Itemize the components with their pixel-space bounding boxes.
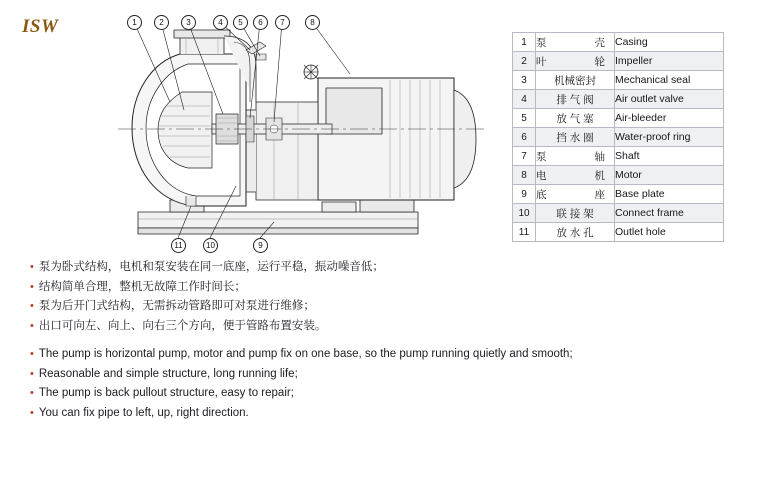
legend-name-cn: 机械密封 [536,71,615,90]
note-item [30,317,740,337]
callout-5: 5 [233,15,248,30]
legend-name-cn: 挡 水 圈 [536,128,615,147]
legend-number: 2 [513,52,536,71]
legend-number: 10 [513,204,536,223]
legend-number: 11 [513,223,536,242]
legend-number: 9 [513,185,536,204]
legend-number: 7 [513,147,536,166]
bullet-icon: • [30,319,34,332]
note-item [30,384,740,404]
note-item [30,345,740,365]
table-row [513,109,724,128]
callout-9: 9 [253,238,268,253]
callout-8: 8 [305,15,320,30]
legend-name-cn: 排 气 阀 [536,90,615,109]
legend-name-cn: 放 水 孔 [536,223,615,242]
legend-name-en: Air outlet valve [615,90,724,109]
legend-name-en: Mechanical seal [615,71,724,90]
legend-number: 4 [513,90,536,109]
legend-name-cn: 底 座 [536,185,615,204]
note-text: Reasonable and simple structure, long running life; [38,367,298,380]
legend-name-en: Shaft [615,147,724,166]
legend-number: 5 [513,109,536,128]
legend-number: 8 [513,166,536,185]
note-item [30,278,740,298]
note-text: 出口可向左、向上、向右三个方向，便于管路布置安装。 [38,319,327,332]
table-row [513,52,724,71]
legend-name-en: Air-bleeder [615,109,724,128]
bullet-icon: • [30,261,34,273]
legend-name-cn: 放 气 塞 [536,109,615,128]
callout-1: 1 [127,15,142,30]
note-text: You can fix pipe to left, up, right direction. [38,406,249,419]
table-row [513,223,724,242]
note-text: 泵为卧式结构，电机和泵安装在同一底座，运行平稳，振动噪音低； [38,261,384,273]
note-text: 泵为后开门式结构，无需拆动管路即可对泵进行维修； [38,300,315,312]
note-text: 结构简单合理，整机无故障工作时间长； [38,280,246,293]
table-row [513,166,724,185]
feature-notes [30,258,740,423]
legend-name-cn: 泵 轴 [536,147,615,166]
legend-number: 1 [513,33,536,52]
table-row [513,90,724,109]
note-item [30,404,740,424]
note-item [30,258,740,278]
legend-name-en: Base plate [615,185,724,204]
table-row [513,204,724,223]
callout-3: 3 [181,15,196,30]
bullet-icon: • [30,406,34,419]
callout-2: 2 [154,15,169,30]
table-row [513,185,724,204]
bullet-icon: • [30,387,34,399]
legend-name-en: Connect frame [615,204,724,223]
legend-name-en: Outlet hole [615,223,724,242]
parts-legend-table [512,32,724,242]
legend-name-cn: 叶 轮 [536,52,615,71]
notes-english [30,345,740,423]
legend-name-cn: 联 接 架 [536,204,615,223]
legend-name-cn: 电 机 [536,166,615,185]
table-row [513,71,724,90]
legend-name-en: Motor [615,166,724,185]
legend-name-en: Casing [615,33,724,52]
legend-name-cn: 泵 壳 [536,33,615,52]
callout-6: 6 [253,15,268,30]
callout-7: 7 [275,15,290,30]
table-row [513,33,724,52]
notes-chinese [30,258,740,336]
table-row [513,128,724,147]
legend-name-en: Impeller [615,52,724,71]
callout-4: 4 [213,15,228,30]
legend-number: 6 [513,128,536,147]
note-text: The pump is back pullout structure, easy to repair; [38,387,294,399]
note-item [30,297,740,317]
legend-number: 3 [513,71,536,90]
bullet-icon: • [30,348,34,360]
legend-name-en: Water-proof ring [615,128,724,147]
pump-cutaway-diagram [60,10,490,260]
bullet-icon: • [30,300,34,312]
callout-10: 10 [203,238,218,253]
bullet-icon: • [30,367,34,380]
callout-11: 11 [171,238,186,253]
note-item [30,365,740,385]
bullet-icon: • [30,280,34,293]
page-title: ISW [22,16,59,37]
table-row [513,147,724,166]
pump-drawing [60,10,490,260]
note-text: The pump is horizontal pump, motor and pump fix on one base, so the pump running quietly and smooth; [38,348,573,360]
